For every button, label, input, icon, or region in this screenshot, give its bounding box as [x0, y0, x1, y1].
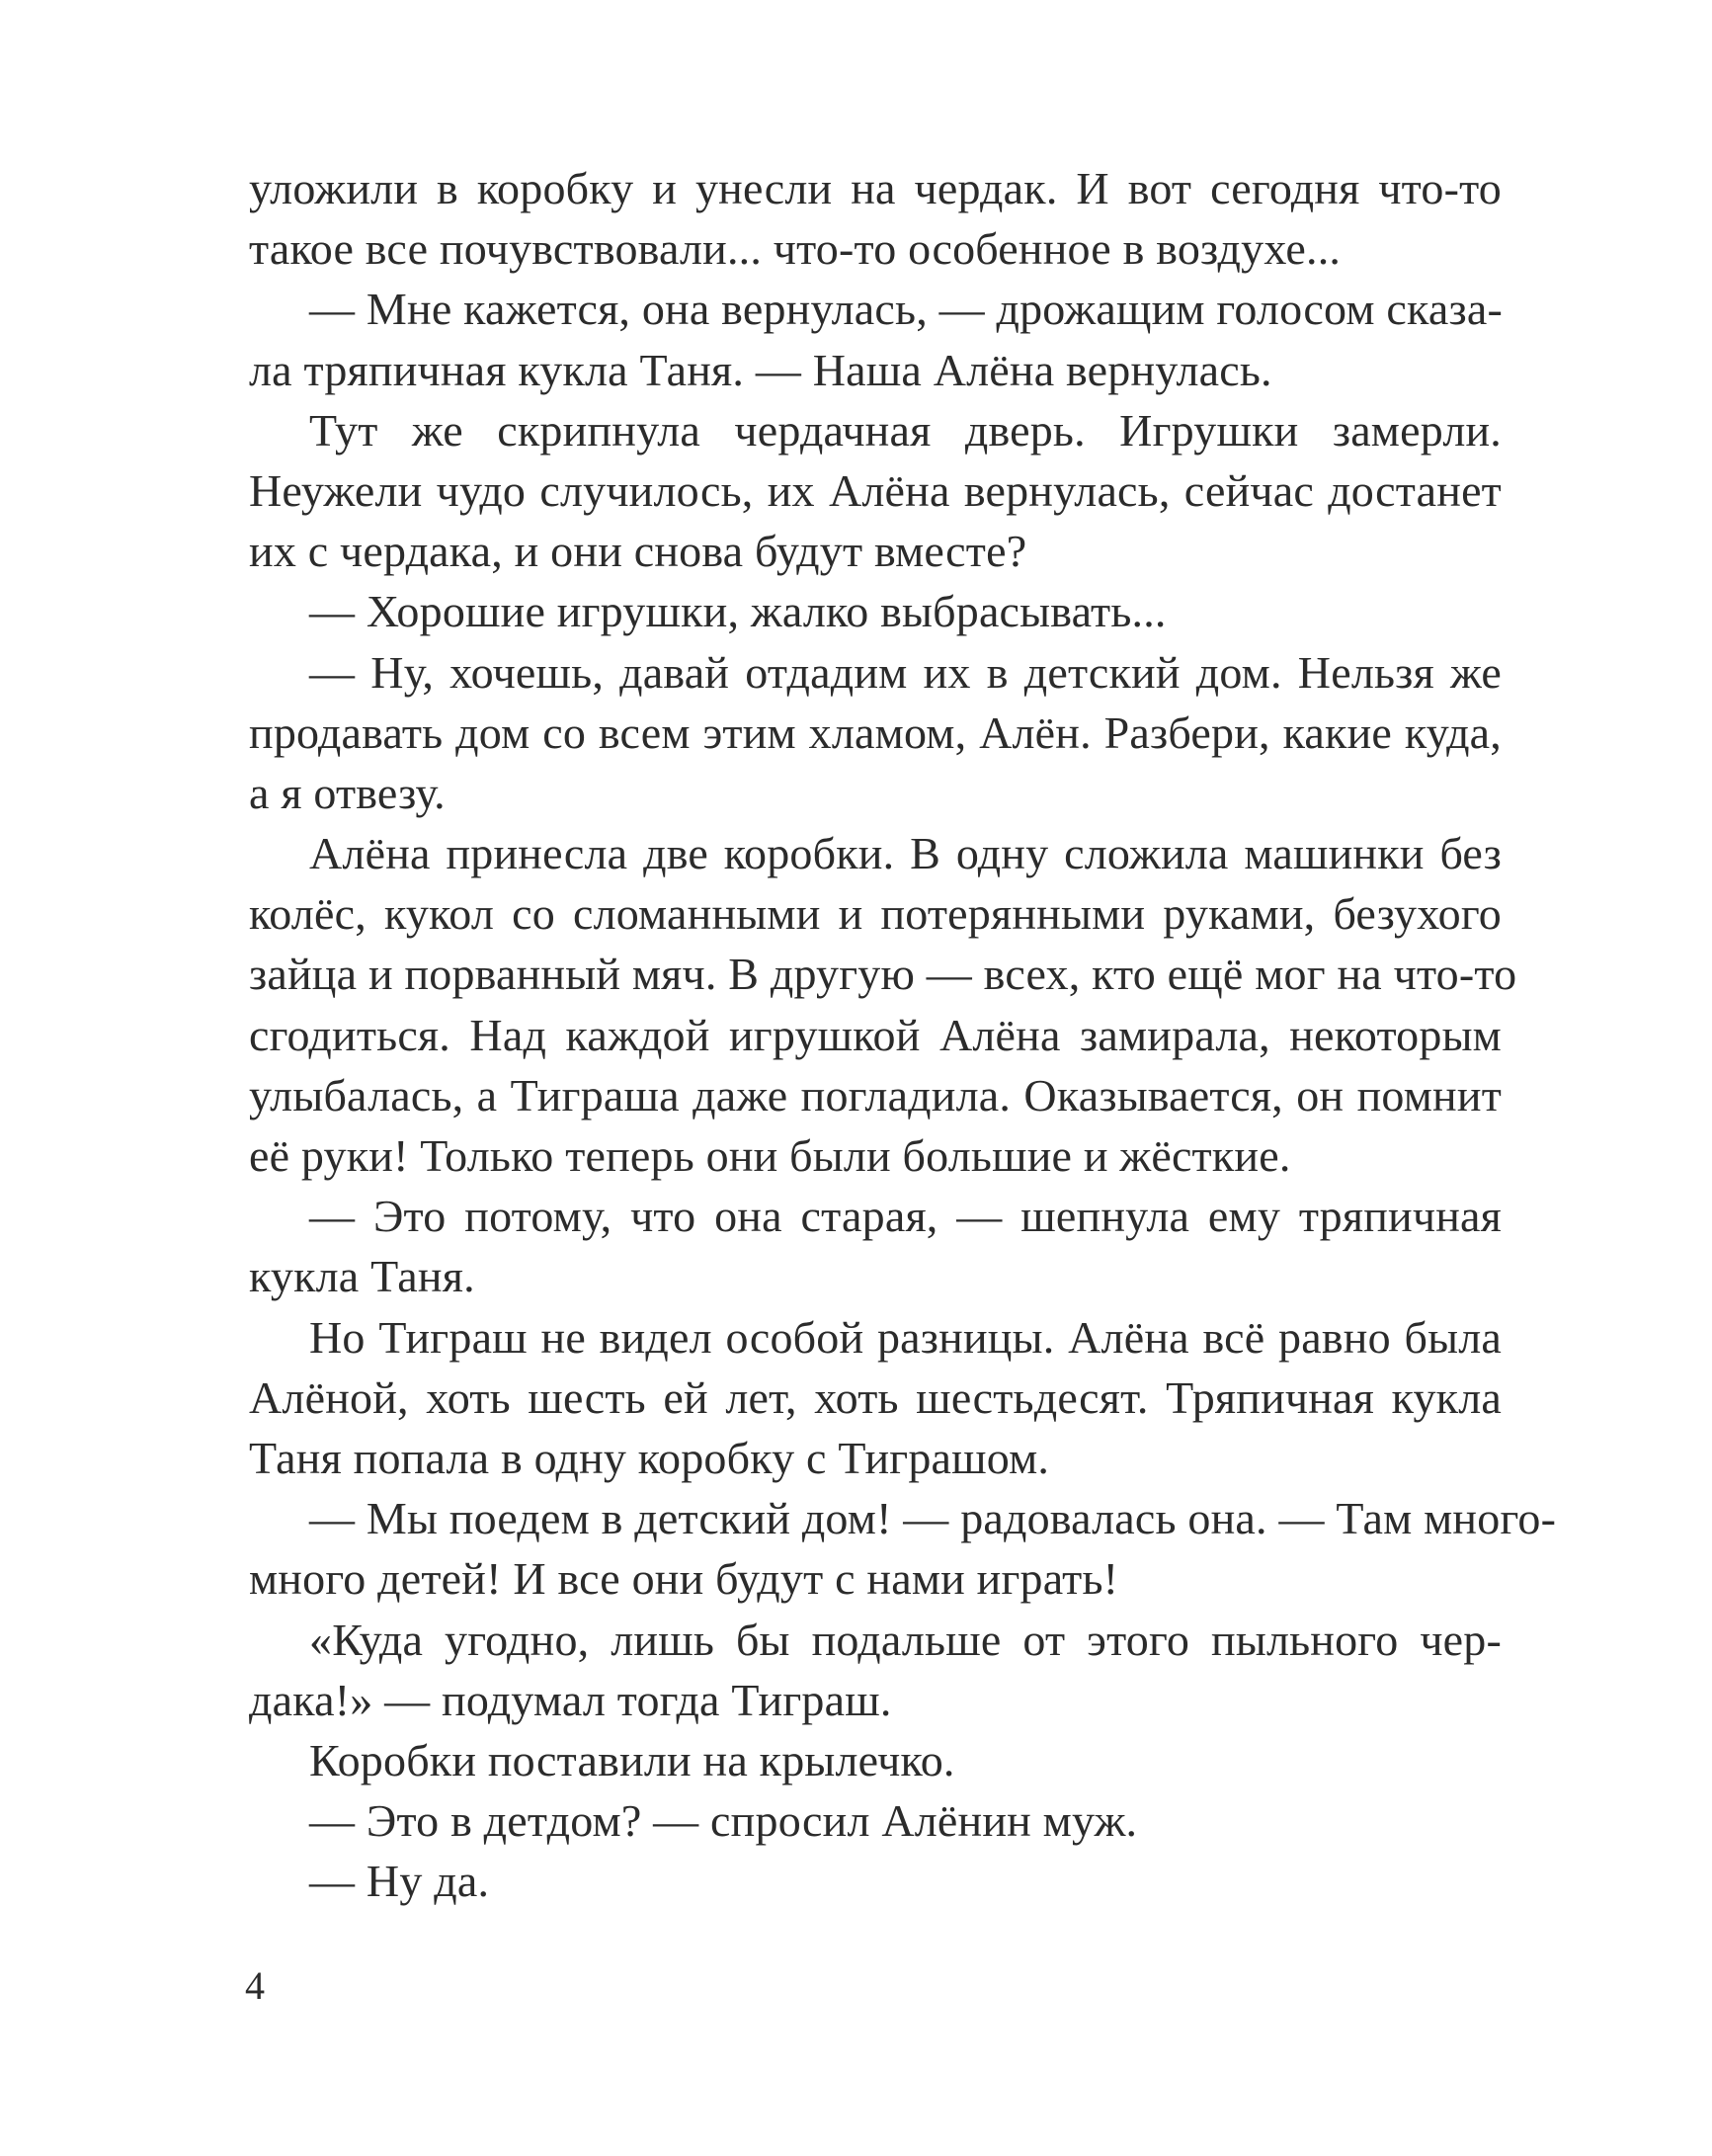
text-line: ла тряпичная кукла Таня. — Наша Алёна вернулась.: [249, 344, 1272, 395]
text-line: — Это потому, что она старая, — шепнула ему тряпичная: [309, 1191, 1502, 1242]
text-line: колёс, кукол со сломанными и потерянными руками, безухого: [249, 888, 1502, 940]
text-line: продавать дом со всем этим хламом, Алён. Разбери, какие куда,: [249, 706, 1502, 758]
text-line: — Мне кажется, она вернулась, — дрожащим голосом сказа-: [309, 284, 1503, 335]
text-line: — Это в детдом? — спросил Алёнин муж.: [309, 1795, 1138, 1847]
text-line: их с чердака, и они снова будут вместе?: [249, 526, 1027, 577]
text-line: Но Тиграш не видел особой разницы. Алёна всё равно была: [309, 1311, 1502, 1363]
text-line: такое все почувствовали... что-то особенное в воздухе...: [249, 223, 1342, 275]
page-number: 4: [245, 1963, 265, 2008]
text-line: дака!» — подумал тогда Тиграш.: [249, 1674, 892, 1725]
text-line: Алёна принесла две коробки. В одну сложила машинки без: [309, 828, 1502, 879]
text-line: зайца и порванный мяч. В другую — всех, кто ещё мог на что-то: [249, 949, 1517, 1000]
text-line: её руки! Только теперь они были большие и жёсткие.: [249, 1130, 1291, 1181]
text-line: Неужели чудо случилось, их Алёна вернулась, сейчас достанет: [249, 464, 1502, 516]
text-line: уложили в коробку и унесли на чердак. И вот сегодня что-то: [249, 163, 1502, 213]
text-line: — Хорошие игрушки, жалко выбрасывать...: [309, 586, 1167, 637]
text-line: — Ну, хочешь, давай отдадим их в детский дом. Нельзя же: [309, 646, 1502, 698]
text-line: Коробки поставили на крылечко.: [309, 1734, 955, 1785]
body-text: [249, 158, 1557, 1911]
text-line: много детей! И все они будут с нами играть!: [249, 1553, 1119, 1605]
text-line: Таня попала в одну коробку с Тиграшом.: [249, 1432, 1050, 1483]
text-line: а я отвезу.: [249, 767, 446, 818]
text-line: «Куда угодно, лишь бы подальше от этого пыльного чер-: [309, 1614, 1502, 1665]
text-line: сгодиться. Над каждой игрушкой Алёна замирала, некоторым: [249, 1009, 1502, 1060]
text-line: — Ну да.: [309, 1856, 490, 1907]
text-line: Тут же скрипнула чердачная дверь. Игрушки замерли.: [309, 404, 1502, 456]
text-line: — Мы поедем в детский дом! — радовалась она. — Там много-: [309, 1493, 1557, 1544]
text-line: Алёной, хоть шесть ей лет, хоть шестьдесят. Тряпичная кукла: [249, 1371, 1502, 1423]
text-line: кукла Таня.: [249, 1251, 475, 1302]
text-line: улыбалась, а Тиграша даже погладила. Оказывается, он помнит: [249, 1069, 1502, 1120]
